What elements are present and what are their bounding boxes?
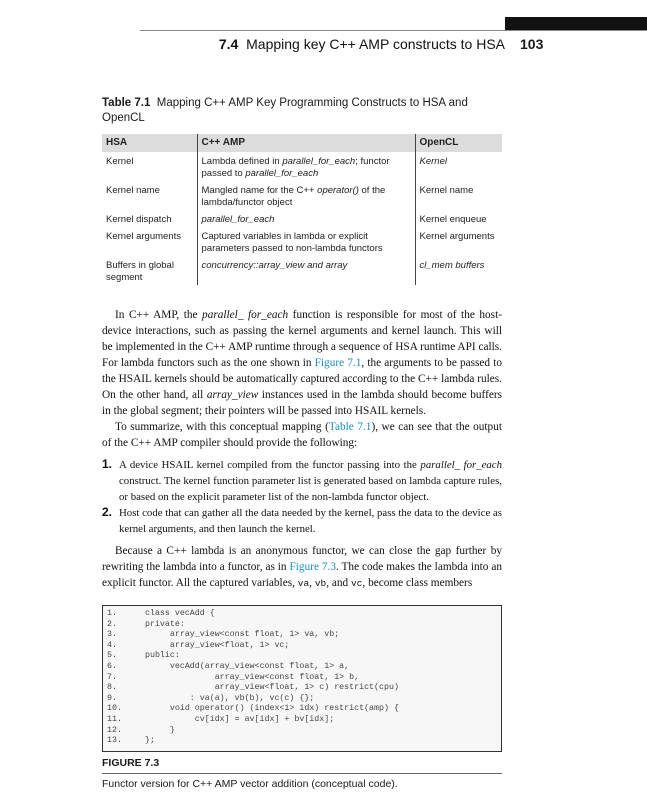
emphasis-text: parallel_ for_each: [202, 309, 289, 321]
code-line: [103, 715, 501, 726]
cross-reference-link[interactable]: Table 7.1: [328, 421, 372, 433]
cpp-amp-cell: [197, 227, 415, 256]
text-run: , and: [326, 577, 352, 589]
text-run: construct. The kernel function parameter list is generated based on lambda capture rules, or based on the explicit parameter list of the non-lambda functor object.: [119, 475, 502, 503]
text-run: A device HSAIL kernel compiled from the functor passing into the: [119, 459, 421, 471]
code-text: };: [145, 736, 155, 746]
code-text: array_view<const float, 1> b,: [145, 672, 360, 682]
text-run: Because a C++ lambda is an anonymous functor, we can close the gap further by rewriting the lambda into a functor, as in: [102, 545, 502, 573]
code-text: array_view<const float, 1> va, vb;: [145, 630, 340, 640]
line-number: 11.: [107, 714, 122, 724]
text-run: In C++ AMP, the: [115, 309, 203, 321]
code-text: }: [145, 725, 175, 735]
line-number: 9.: [107, 693, 117, 703]
cell-text: Lambda defined in: [201, 156, 283, 167]
cell-text: Kernel: [419, 156, 447, 167]
code-line: [103, 641, 501, 652]
body-text: [102, 307, 502, 591]
emphasis-text: parallel_ for_each: [420, 459, 503, 471]
cross-reference-link[interactable]: Figure 7.1: [314, 357, 362, 369]
inline-code: vc: [351, 578, 363, 589]
text-run: . The code makes the lambda into an explicit functor. All the captured variables,: [102, 561, 502, 589]
code-line: [103, 620, 501, 631]
hsa-cell: Kernel arguments: [106, 231, 181, 242]
column-header: OpenCL: [415, 134, 502, 152]
line-number: 13.: [107, 736, 122, 746]
cpp-amp-cell: [197, 256, 415, 285]
figure-caption: Functor version for C++ AMP vector addition (conceptual code).: [102, 777, 398, 790]
section-title: Mapping key C++ AMP constructs to HSA: [246, 36, 505, 52]
emphasis-text: array_view: [206, 389, 259, 401]
cell-text: cl_mem buffers: [419, 260, 485, 271]
code-line: [103, 704, 501, 715]
text-run: To summarize, with this conceptual mapping (: [115, 421, 329, 433]
code-listing: [102, 605, 502, 752]
paragraph: [102, 307, 502, 419]
inline-code: vb: [314, 578, 327, 589]
code-line: [103, 651, 501, 662]
cross-reference-link[interactable]: Figure 7.3: [289, 561, 336, 573]
table-header-row: [102, 134, 502, 152]
inline-code: va: [297, 578, 310, 589]
code-line: [103, 609, 501, 620]
cell-text: of the lambda/functor object: [201, 185, 386, 208]
code-text: : va(a), vb(b), vc(c) {};: [145, 693, 315, 703]
cell-text: parallel_for_each: [201, 214, 275, 225]
hsa-cell: Kernel: [106, 156, 134, 167]
cell-text: parallel_for_each: [245, 168, 319, 179]
hsa-cell: Buffers in global segment: [106, 260, 174, 283]
line-number: 7.: [107, 672, 117, 682]
running-header: [219, 36, 505, 52]
cell-text: Mangled name for the C++: [201, 185, 318, 196]
paragraph: [102, 419, 502, 451]
numbered-list: [102, 457, 502, 537]
code-line: [103, 736, 501, 747]
column-header: C++ AMP: [197, 134, 415, 152]
column-header: HSA: [102, 134, 197, 152]
cell-text: parallel_for_each: [282, 156, 356, 167]
opencl-cell: Kernel arguments: [419, 231, 495, 242]
page-content: [102, 96, 502, 791]
cell-text: Captured variables in lambda or explicit parameters passed to non-lambda functors: [201, 231, 383, 254]
line-number: 1.: [107, 609, 117, 618]
code-line: [103, 630, 501, 641]
list-number: 2.: [102, 505, 113, 519]
code-line: [103, 683, 501, 694]
opencl-cell: [415, 152, 502, 181]
text-run: , the arguments to be passed to the HSAIL kernels should be automatically captured according to the C++ lambda rules. On the other hand, all: [102, 357, 502, 401]
code-text: vecAdd(array_view<const float, 1> a,: [145, 661, 350, 671]
cell-text: operator(): [317, 185, 359, 196]
cpp-amp-cell: [197, 210, 415, 227]
line-number: 2.: [107, 619, 117, 629]
code-line: [103, 726, 501, 737]
list-number: 1.: [102, 457, 113, 471]
text-run: function is responsible for most of the host-device interactions, such as passing the kernel arguments and kernel launch. This will be implemented in the C++ AMP runtime through a sequence of HSA runtime API calls. For lambda functors such as the one shown in: [102, 309, 502, 369]
text-run: instances used in the lambda should become buffers in the global segment; their pointers will be passed into HSAIL kernels.: [102, 389, 503, 417]
opencl-cell: Kernel name: [419, 185, 474, 196]
code-line: [103, 662, 501, 673]
code-line: [103, 694, 501, 705]
figure-label: FIGURE 7.3: [102, 756, 160, 769]
code-text: array_view<float, 1> vc;: [145, 640, 290, 650]
code-text: class vecAdd {: [145, 609, 215, 618]
hsa-cell: Kernel name: [106, 185, 160, 196]
table-label: Table 7.1: [102, 97, 151, 109]
code-text: cv[idx] = av[idx] + bv[idx];: [145, 714, 335, 724]
text-run: ), we can see that the output of the C++ AMP compiler should provide the following:: [102, 421, 502, 449]
list-item: [102, 457, 502, 505]
table-row: [102, 181, 502, 210]
line-number: 10.: [107, 704, 122, 714]
text-run: ,: [309, 577, 315, 589]
list-item: [102, 505, 502, 537]
line-number: 5.: [107, 651, 117, 661]
cell-text: concurrency::array_view and array: [201, 260, 348, 271]
line-number: 6.: [107, 661, 117, 671]
code-text: array_view<float, 1> c) restrict(cpu): [145, 683, 399, 693]
table-title: Mapping C++ AMP Key Programming Constructs to HSA and OpenCL: [102, 97, 468, 124]
table-row: [102, 210, 502, 227]
page-number: 103: [520, 36, 544, 52]
cell-text: ; functor passed to: [201, 156, 390, 179]
code-text: private:: [145, 619, 185, 629]
text-run: Host code that can gather all the data needed by the kernel, pass the data to the device as kernel arguments, and then launch the kernel.: [119, 507, 502, 535]
figure-rule: [102, 773, 502, 774]
section-number: 7.4: [218, 36, 239, 52]
text-run: , become class members: [362, 577, 473, 589]
opencl-cell: Kernel enqueue: [419, 214, 487, 225]
table-caption: [102, 96, 502, 126]
code-line: [103, 673, 501, 684]
mapping-table: [102, 134, 502, 285]
hsa-cell: Kernel dispatch: [106, 214, 172, 225]
cpp-amp-cell: [197, 152, 415, 181]
opencl-cell: [415, 256, 502, 285]
line-number: 8.: [107, 683, 117, 693]
code-text: public:: [145, 651, 180, 661]
table-row: [102, 227, 502, 256]
paragraph: [102, 543, 502, 591]
line-number: 3.: [107, 630, 117, 640]
table-row: [102, 256, 502, 285]
table-row: [102, 152, 502, 181]
line-number: 12.: [107, 725, 122, 735]
cpp-amp-cell: [197, 181, 415, 210]
line-number: 4.: [107, 640, 117, 650]
header-bar: [505, 17, 647, 30]
code-text: void operator() (index<1> idx) restrict(amp) {: [145, 704, 399, 714]
header-rule: [140, 30, 647, 31]
